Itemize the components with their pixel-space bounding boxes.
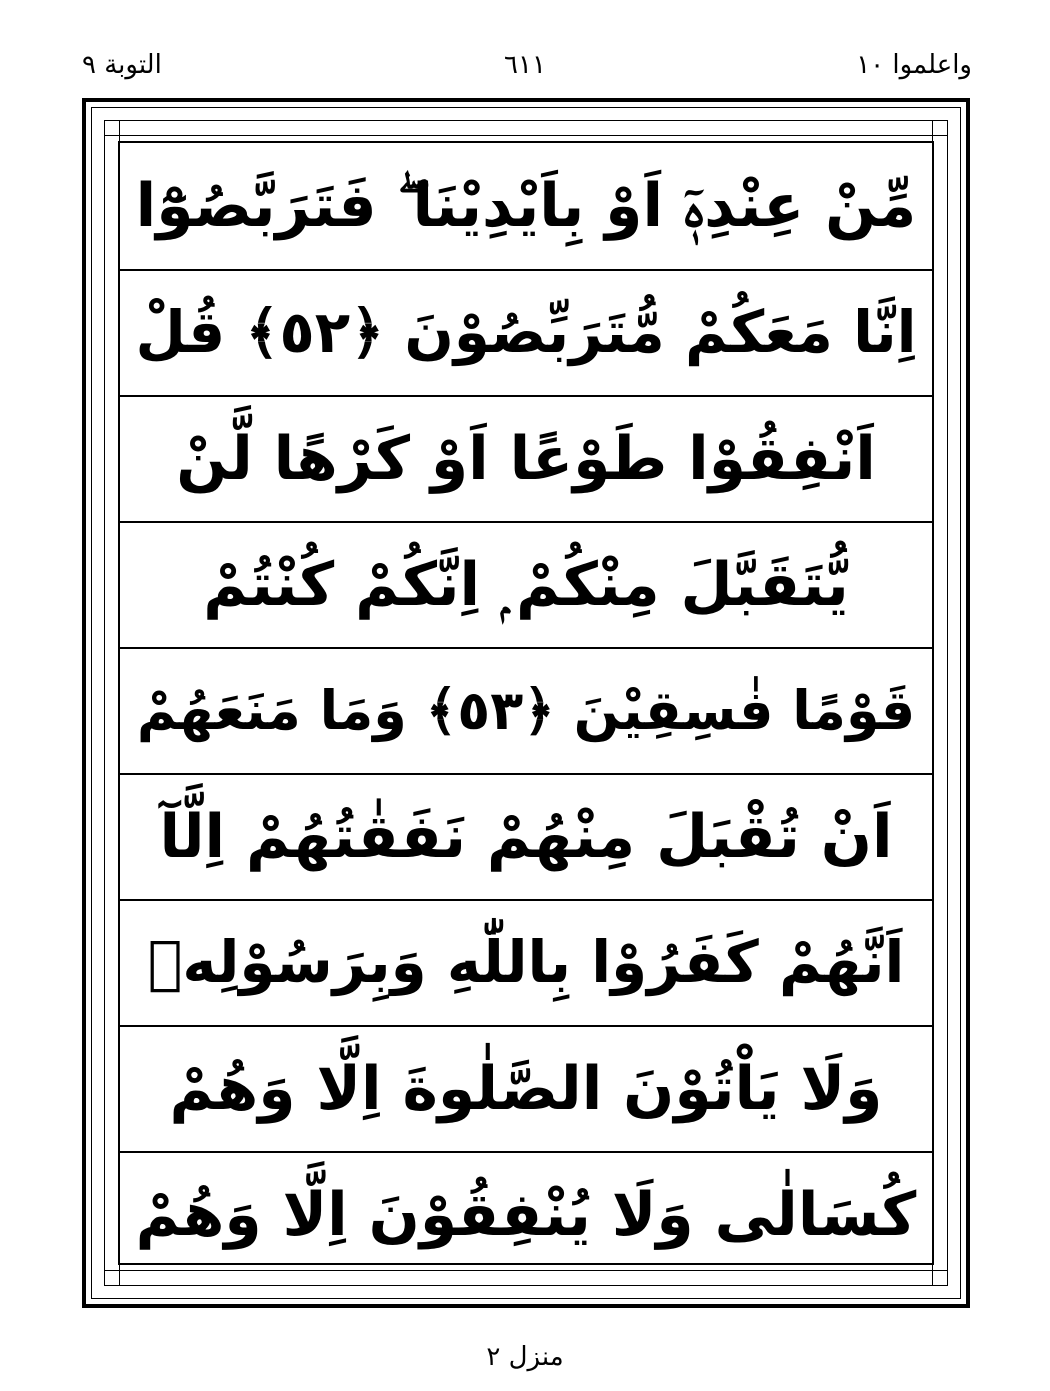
verse-text: اَنْ تُقْبَلَ مِنْهُمْ نَفَقٰتُهُمْ اِلَّآ — [159, 802, 893, 872]
juz-label: واعلموا ١٠ — [856, 50, 972, 80]
verse-text: اَنْفِقُوْا طَوْعًا اَوْ كَرْهًا لَّنْ — [176, 424, 876, 494]
verse-text: مِّنْ عِنْدِهٖٓ اَوْ بِاَيْدِيْنَا ۖ فَتَرَبَّصُوْٓا — [135, 171, 917, 241]
verse-text-area — [118, 141, 934, 1265]
verse-text: اَنَّهُمْ كَفَرُوْا بِاللّٰهِ وَبِرَسُوْلِهٖ — [147, 928, 905, 997]
verse-line — [120, 1025, 932, 1151]
border-ornament-right — [932, 120, 948, 1286]
border-ornament-top — [104, 120, 948, 136]
surah-label: التوبة ٩ — [82, 50, 162, 80]
verse-text: يُّتَقَبَّلَ مِنْكُمْ ۭ اِنَّكُمْ كُنْتُمْ — [203, 550, 849, 620]
page-frame — [82, 98, 970, 1308]
page-number: ٦١١ — [504, 50, 546, 80]
verse-line — [120, 1151, 932, 1277]
verse-text: وَلَا يَاْتُوْنَ الصَّلٰوةَ اِلَّا وَهُمْ — [169, 1054, 883, 1124]
verse-line — [120, 395, 932, 521]
verse-text: كُسَالٰى وَلَا يُنْفِقُوْنَ اِلَّا وَهُمْ — [135, 1180, 917, 1250]
verse-line — [120, 647, 932, 773]
verse-text: قَوْمًا فٰسِقِيْنَ ﴿٥٣﴾ وَمَا مَنَعَهُمْ — [136, 679, 916, 743]
verse-text: اِنَّا مَعَكُمْ مُّتَرَبِّصُوْنَ ﴿٥٢﴾ قُلْ — [135, 298, 917, 367]
verse-line — [120, 269, 932, 395]
verse-line — [120, 521, 932, 647]
manzil-label: منزل ٢ — [486, 1342, 564, 1372]
verse-line — [120, 773, 932, 899]
verse-line — [120, 143, 932, 269]
decorative-border — [91, 107, 961, 1299]
verse-line — [120, 899, 932, 1025]
